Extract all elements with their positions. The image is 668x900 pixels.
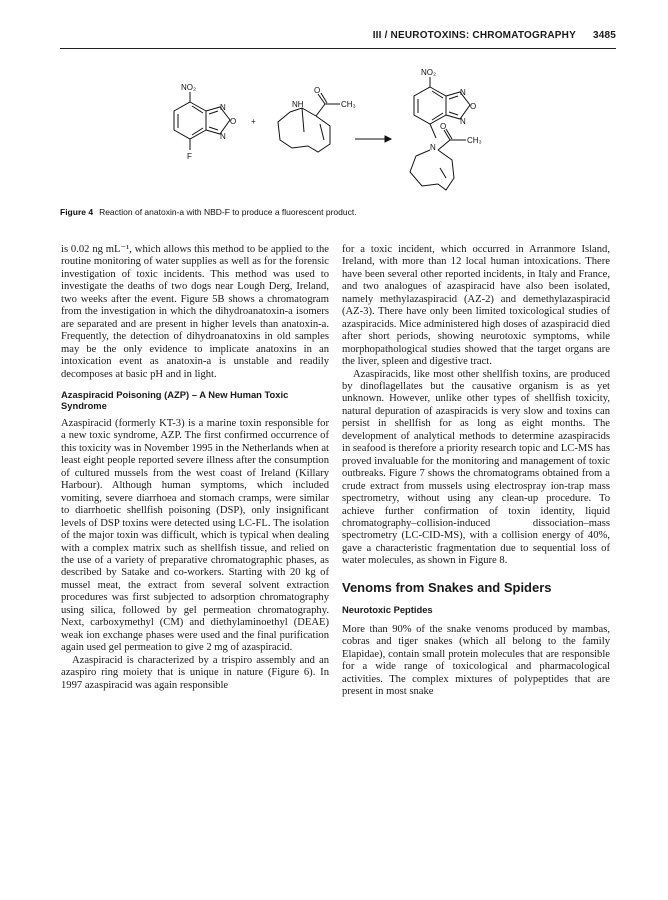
subheading-neurotoxic-peptides: Neurotoxic Peptides — [342, 604, 433, 616]
right-paragraph-2: Azaspiracids, like most other shellfish toxins, are produced by dinoflagellates but the causative organism is as yet unknown. However, unlike other types of shellfish toxicity, natural depuration of azaspiracids is very slow and toxins can persist in shellfish for as long as eight months. The development of analytical methods to determine azaspiracids in seafood is therefore a priority research topic and LC-MS has proved invaluable for the monitoring and management of toxic outbreaks. Figure 7 shows the chromatograms obtained from a crude extract from mussels using electrospray ion-trap mass spectrometry, without using any clean-up procedure. To achieve further confirmation of toxin identity, liquid chromatography–collision-induced dissociation–mass spectrometry (LC-CID-MS), with a collision energy of 40%, gave a characteristic fragmentation due to sequential loss of water molecules, as shown in Figure 8. — [342, 368, 610, 567]
fig-label-o-right: O — [470, 102, 477, 111]
fig-label-n-amine: N — [430, 143, 436, 152]
left-paragraph-2: Azaspiracid (formerly KT-3) is a marine toxin responsible for a new toxic syndrome, AZP. The first confirmed occurrence of this toxicity was in November 1995 in the Netherlands when at least eight people reported severe illness after the consumption of cultured mussels from the west coast of Ireland (Killary Harbour). Although human symptoms, which included vomiting, severe diarrhoea and stomach cramps, were similar to diarrhoetic shellfish poisoning (DSP), only insignificant levels of DSP toxins were detected using LC-FL. The isolation of the major toxin was difficult, which is typical when dealing with a complex matrix such as shellfish tissue, and relied on the use of a variety of preparative chromatographic phases, as described by Satake and co-workers. Starting with 20 kg of mussel meat, the extract from several solvent extraction procedures was first subjected to adsorption chromatography using silica, followed by gel permeation chromatography. Next, carboxymethyl (CM) and diethylaminoethyl (DEAE) weak ion exchange phases were used and the final purification again used gel permeation to give 2 mg of azaspiracid. — [61, 417, 329, 654]
fig-label-o-mid: O — [314, 86, 321, 95]
section-heading-azp: Azaspiracid Poisoning (AZP) – A New Human Toxic Syndrome — [61, 388, 289, 412]
fig-label-n-top-left: N — [220, 103, 226, 112]
fig-label-f: F — [187, 152, 192, 161]
product-benzene-ring — [414, 87, 446, 124]
running-header-section: III / NEUROTOXINS: CHROMATOGRAPHY — [372, 30, 576, 41]
figure-caption — [60, 207, 620, 217]
reaction-scheme — [140, 60, 540, 210]
running-header — [373, 30, 616, 41]
left-column — [61, 244, 329, 692]
right-column — [342, 244, 610, 698]
page-number: 3485 — [592, 30, 616, 41]
header-rule — [60, 48, 616, 49]
figure-4 — [140, 60, 540, 210]
fig-label-no2-right: NO₂ — [421, 68, 437, 77]
left-paragraph-1: is 0.02 ng mL⁻¹, which allows this method to be applied to the routine monitoring of water supplies as well as for the forensic investigation of toxic incidents. This method was used to investigate the deaths of two dogs near Lough Derg, Ireland, two weeks after the event. Figure 5B shows a chromatogram from the investigation in which the dihydroanatoxin-a isomers are separated and are present in higher levels than anatoxin-a. Frequently, the detection of dihydroanatoxins in old samples may be the only evidence to implicate anatoxins in an intoxication event as anatoxin-a is unstable and readily decomposes at basic pH and in light. — [61, 244, 329, 380]
figure-caption-label: Figure 4 — [60, 207, 94, 217]
fig-label-no2-left: NO₂ — [181, 83, 197, 92]
fig-label-n-bottom-left: N — [220, 132, 226, 141]
left-paragraph-3: Azaspiracid is characterized by a trispiro assembly and an azaspiro ring moiety that is unique in nature (Figure 6). In 1997 azaspiracid was again responsible — [61, 654, 329, 691]
fig-label-n-top-right: N — [460, 88, 466, 97]
fig-label-ch3-mid: CH₃ — [341, 100, 356, 109]
fig-label-ch3-right: CH₃ — [467, 136, 482, 145]
right-paragraph-3: More than 90% of the snake venoms produced by mambas, cobras and tiger snakes (which all belong to the family Elapidae), contain small protein molecules that are responsible for a wide range of toxicological and pharmacological activities. The complex mixtures of polypeptides that are present in most snake — [342, 623, 610, 697]
fig-label-o-left: O — [230, 117, 237, 126]
fig-label-n-bottom-right: N — [460, 117, 466, 126]
right-paragraph-1: for a toxic incident, which occurred in Arranmore Island, Ireland, with more than 12 local human intoxications. There have been several other reported incidents, in Italy and France, and two analogues of azaspiracid have also been isolated, namely methylazaspiracid (AZ-2) and demethylazaspiracid (AZ-3). There have only been limited toxicological studies of azaspiracids. Mice administered high doses of azaspiracid died after short periods, showing neurotoxic symptoms, while morphopathological studies showed that the target organs are the liver, spleen and digestive tract. — [342, 244, 610, 368]
fig-label-o-right-ketone: O — [440, 122, 447, 131]
nbdf-benzene-ring — [174, 102, 206, 139]
fig-label-nh: NH — [292, 100, 304, 109]
fig-label-plus: + — [251, 117, 256, 126]
section-heading-venoms: Venoms from Snakes and Spiders — [342, 579, 552, 595]
figure-caption-text: Reaction of anatoxin-a with NBD-F to produce a fluorescent product. — [99, 207, 357, 217]
